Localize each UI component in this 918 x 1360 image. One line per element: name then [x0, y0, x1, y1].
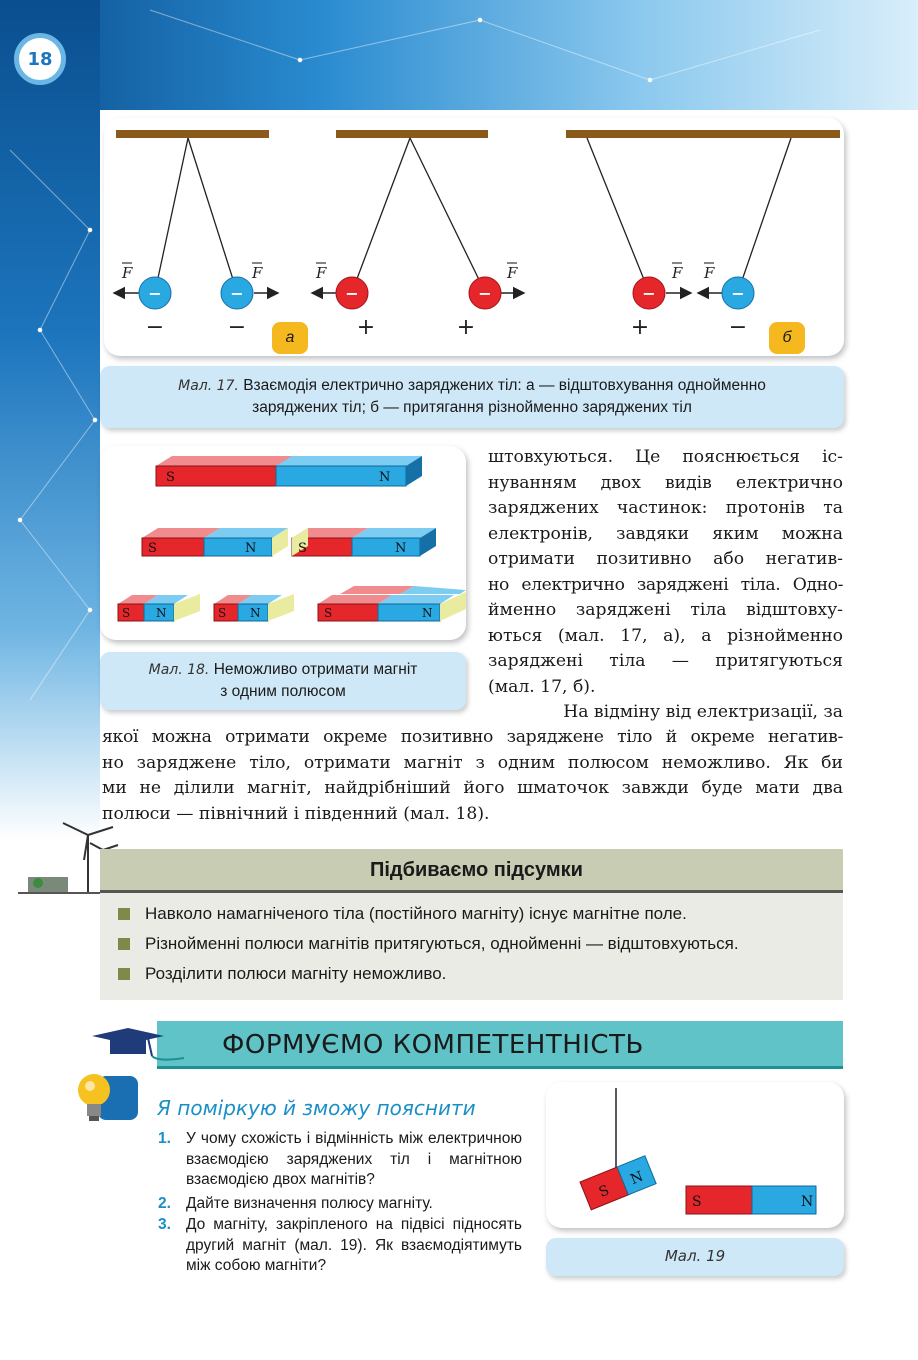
charge-sign: +	[630, 315, 650, 340]
text-line: йменно заряджені тіла відштовху-	[488, 600, 843, 620]
text-line: ються (мал. 17, а), а різнойменно	[488, 625, 843, 646]
caption-label: Мал. 17.	[178, 378, 239, 394]
charge-sign: +	[356, 315, 376, 340]
figure-19-drawing	[546, 1082, 844, 1228]
figure-18-drawing	[100, 446, 466, 640]
charge-sign: −	[642, 284, 656, 303]
pole-n-label: N	[628, 1168, 646, 1189]
summary-item	[118, 904, 687, 924]
pole-n-label: N	[379, 470, 391, 485]
figure-19-caption	[546, 1238, 844, 1276]
caption-text: Неможливо отримати магніт	[213, 661, 418, 678]
figure-17-tag-a: а	[272, 322, 308, 354]
caption-text: заряджених тіл; б — притягання різнойменно заряджених тіл	[252, 399, 692, 416]
body-paragraph-right	[488, 445, 843, 726]
pole-s-label: S	[122, 606, 131, 620]
text-line: но електрично заряджені тіла. Одно-	[488, 574, 843, 595]
bullet-square-icon	[118, 938, 130, 950]
pole-s-label: S	[324, 606, 333, 620]
body-paragraph-full	[102, 725, 843, 827]
charge-sign: −	[148, 284, 162, 303]
pole-s-label: S	[148, 541, 157, 556]
text-line: штовхуються. Це пояснюється іс-	[488, 447, 843, 467]
charge-sign: −	[145, 315, 165, 340]
force-label: F	[122, 264, 133, 282]
pole-n-label: N	[801, 1194, 814, 1210]
charge-sign: −	[345, 284, 359, 303]
ceiling-mid	[336, 130, 488, 138]
figure-17-tag-b: б	[769, 322, 805, 354]
pole-s-label: S	[692, 1194, 702, 1210]
text-line: ми не ділили магніт, найдрібніший його шматочок завжди буде мати два	[102, 778, 843, 798]
pole-s-label: S	[218, 606, 227, 620]
pole-s-label: S	[298, 541, 307, 556]
summary-item	[118, 934, 739, 954]
pole-n-label: N	[156, 606, 167, 620]
text-line: заряджені тіла — притягуються	[488, 651, 843, 671]
bullet-square-icon	[118, 968, 130, 980]
caption-label: Мал. 18.	[148, 662, 210, 678]
question-item	[158, 1215, 522, 1277]
text-line: (мал. 17, б).	[488, 676, 596, 697]
force-label: F	[672, 264, 683, 282]
pole-n-label: N	[245, 541, 257, 556]
charge-sign: −	[230, 284, 244, 303]
figure-17-caption	[100, 366, 844, 428]
question-item	[158, 1129, 522, 1191]
question-number: 2.	[158, 1195, 171, 1212]
question-item	[158, 1194, 522, 1215]
pole-n-label: N	[250, 606, 261, 620]
summary-item	[118, 964, 446, 984]
force-label: F	[316, 264, 327, 282]
text-line: На відміну від електризації, за	[563, 702, 843, 722]
force-label: F	[704, 264, 715, 282]
force-label: F	[252, 264, 263, 282]
figure-17-drawing	[104, 118, 844, 356]
charge-sign: −	[478, 284, 492, 303]
figure-18-caption	[100, 652, 466, 710]
charge-sign: −	[731, 284, 745, 303]
summary-item-text: Розділити полюси магніту неможливо.	[145, 964, 447, 983]
graduation-cap-icon	[88, 1028, 188, 1064]
caption-label: Мал. 19	[664, 1247, 726, 1265]
summary-item-text: Навколо намагніченого тіла (постійного магніту) існує магнітне поле.	[145, 904, 687, 923]
pole-n-label: N	[422, 606, 433, 620]
text-line: отримати позитивно або негатив-	[488, 549, 843, 569]
charge-sign: +	[456, 315, 476, 340]
question-number: 1.	[158, 1130, 171, 1147]
pole-s-label: S	[166, 470, 175, 485]
question-number: 3.	[158, 1216, 171, 1233]
charge-sign: −	[227, 315, 247, 340]
pole-n-label: N	[395, 541, 407, 556]
bullet-square-icon	[118, 908, 130, 920]
text-line: нуванням двох видів електрично	[488, 472, 843, 493]
text-line: заряджених частинок: протонів та	[488, 498, 843, 518]
summary-title: Підбиваємо підсумки	[370, 859, 583, 881]
caption-text: Взаємодія електрично заряджених тіл: а — відштовхування однойменно	[243, 377, 766, 394]
caption-text: з одним полюсом	[220, 683, 346, 700]
competence-subtitle: Я поміркую й зможу пояснити	[157, 1096, 476, 1120]
pole-s-label: S	[596, 1182, 612, 1201]
question-text: До магніту, закріпленого на підвісі підносять другий магніт (мал. 19). Як взаємодіятимуть між собою магніти?	[186, 1216, 522, 1274]
summary-item-text: Різнойменні полюси магнітів притягуються, однойменні — відштовхуються.	[145, 934, 739, 953]
question-text: У чому схожість і відмінність між електричною взаємодією заряджених тіл і магнітною взаємодією двох магнітів?	[186, 1130, 522, 1188]
ceiling-b	[566, 130, 840, 138]
competence-title: ФОРМУЄМО КОМПЕТЕНТНІСТЬ	[222, 1030, 644, 1060]
question-text: Дайте визначення полюсу магніту.	[186, 1195, 433, 1212]
text-line: но заряджене тіло, отримати магніт з одним полюсом неможливо. Як би	[102, 752, 843, 773]
force-label: F	[507, 264, 518, 282]
page-number: 18	[14, 33, 66, 85]
ceiling-a	[116, 130, 269, 138]
text-line: якої можна отримати окреме позитивно заряджене тіло й окреме негатив-	[102, 727, 843, 747]
charge-sign: −	[728, 315, 748, 340]
light-bulb-icon	[72, 1068, 142, 1128]
text-line: електронів, завдяки яким можна	[488, 523, 843, 544]
text-line: полюси — північний і південний (мал. 18).	[102, 803, 490, 824]
